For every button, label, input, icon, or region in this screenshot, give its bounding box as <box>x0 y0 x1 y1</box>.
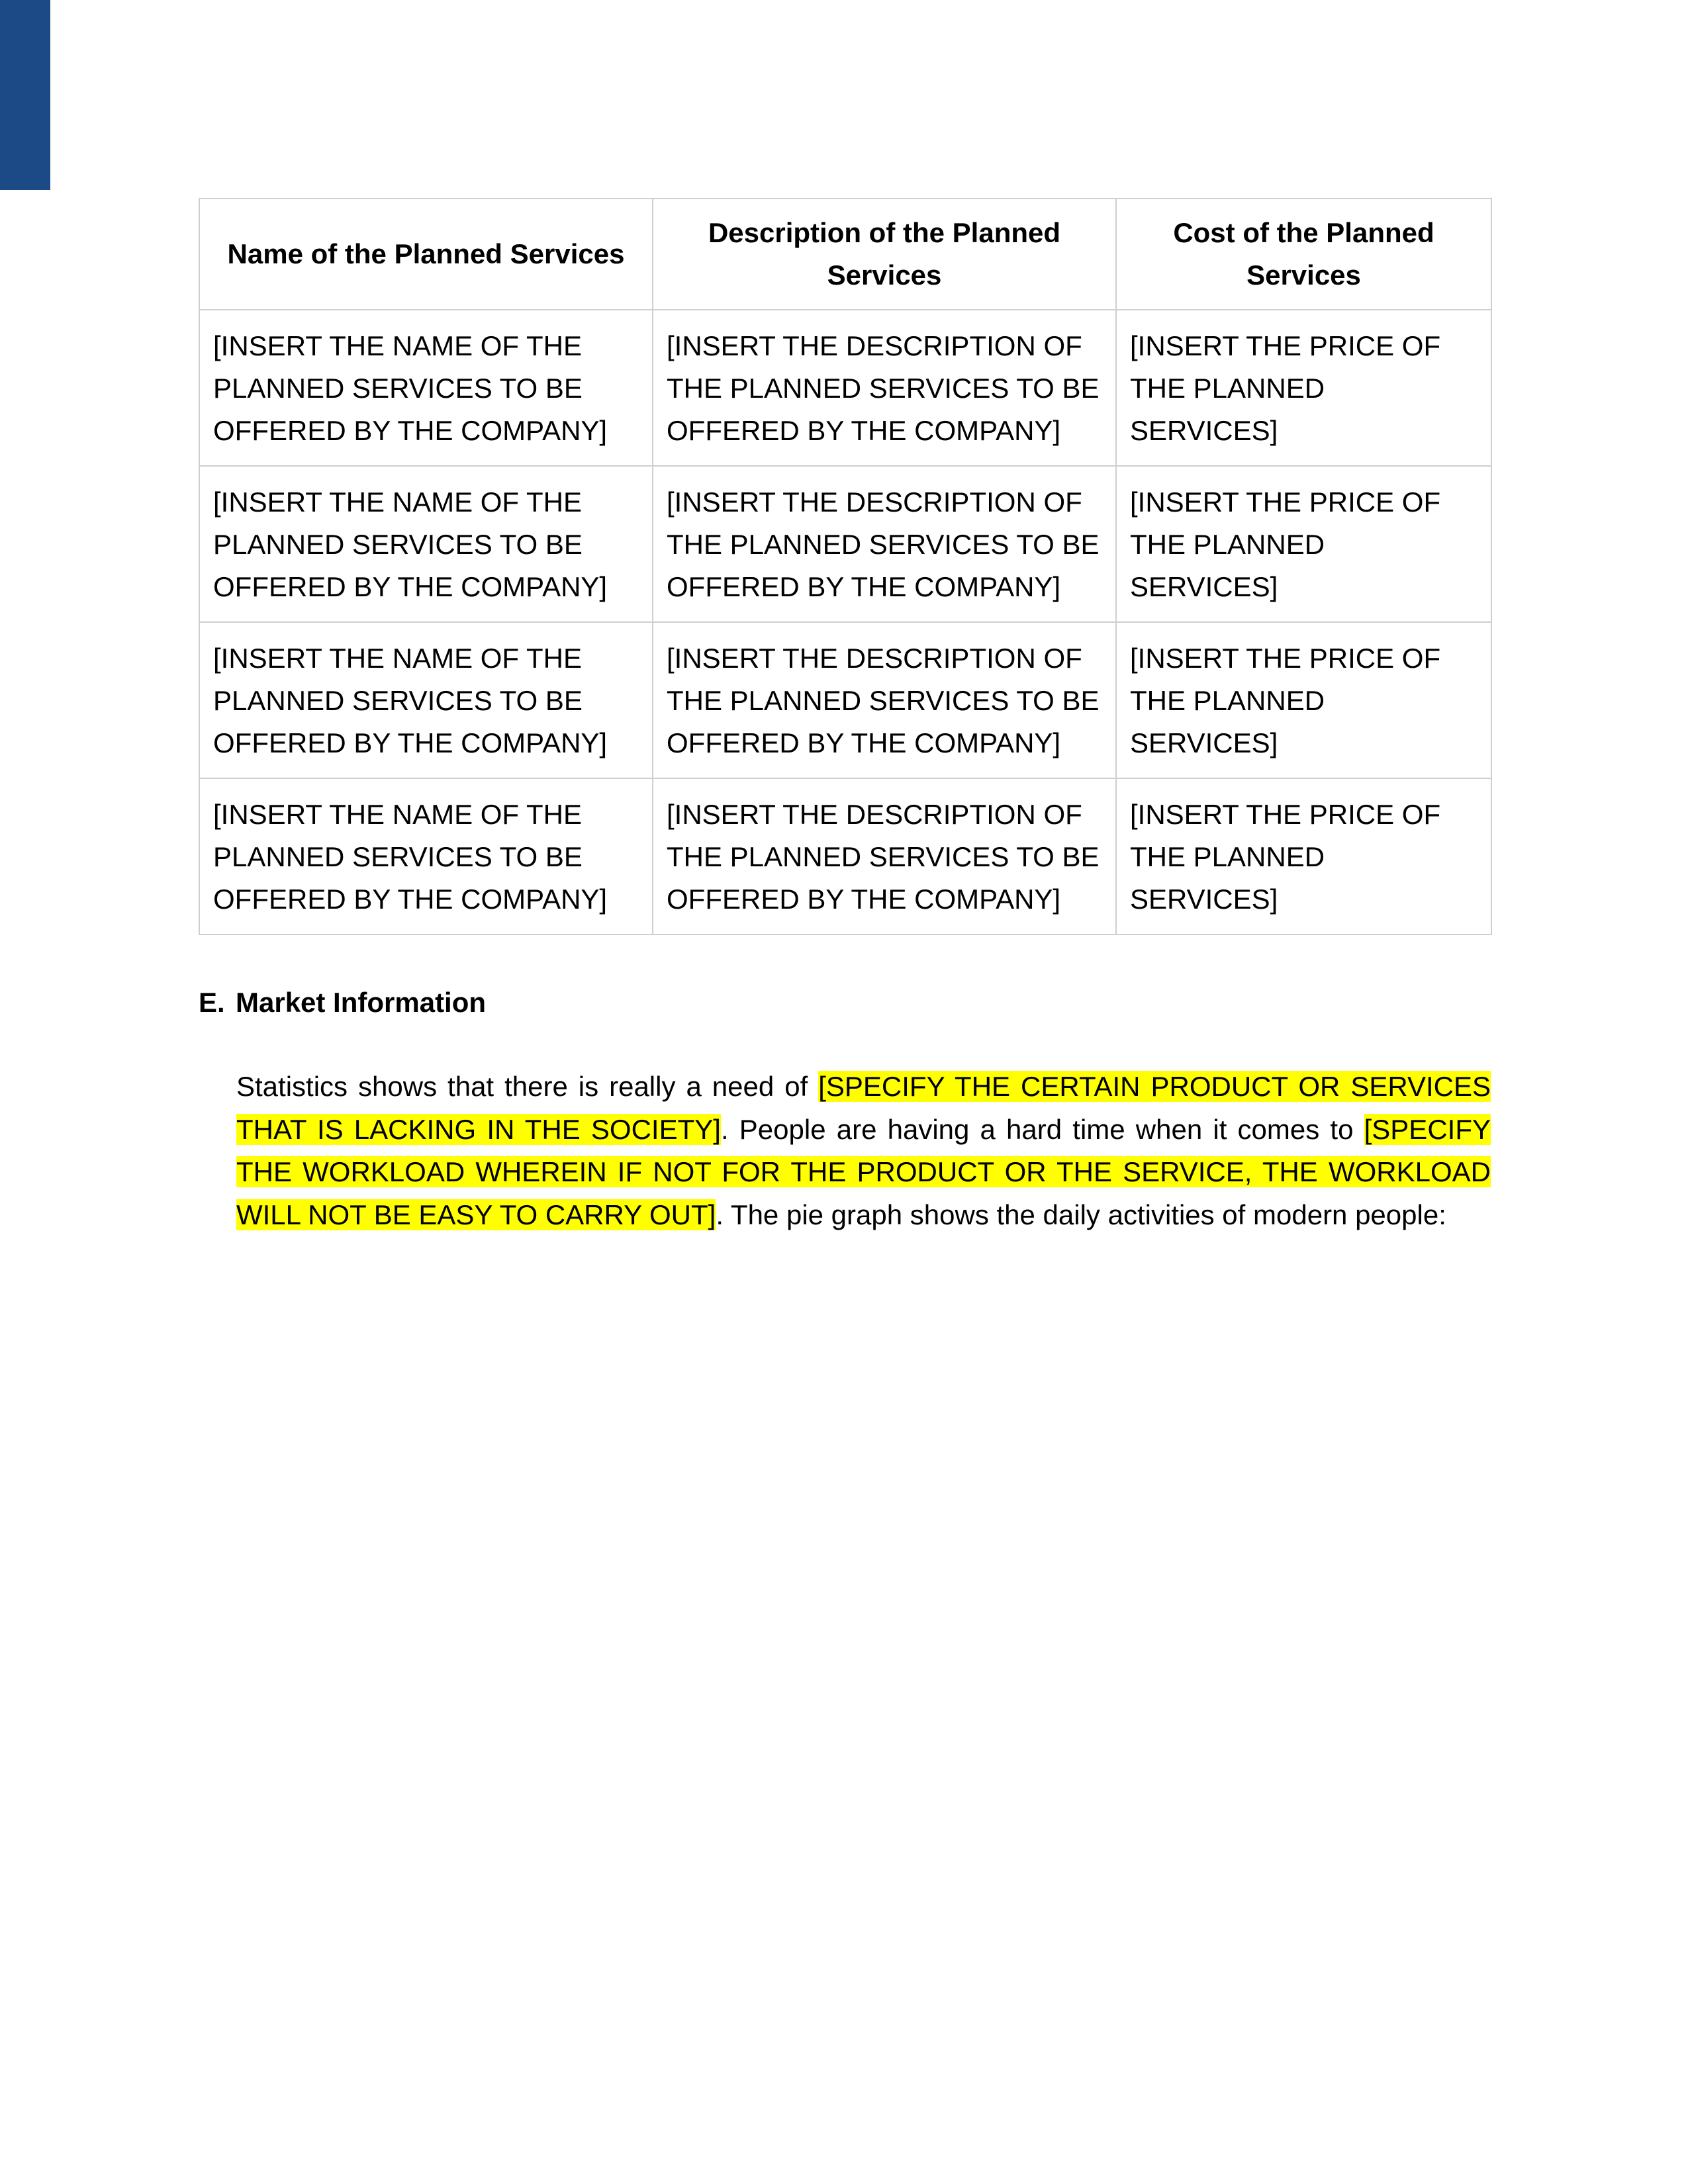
cell-service-cost: [INSERT THE PRICE OF THE PLANNED SERVICES] <box>1116 778 1491 934</box>
table-header-row <box>199 199 1491 310</box>
market-paragraph <box>236 1066 1491 1236</box>
cell-service-description: [INSERT THE DESCRIPTION OF THE PLANNED SERVICES TO BE OFFERED BY THE COMPANY] <box>653 622 1116 778</box>
cell-service-name: [INSERT THE NAME OF THE PLANNED SERVICES TO BE OFFERED BY THE COMPANY] <box>199 778 653 934</box>
cell-service-cost: [INSERT THE PRICE OF THE PLANNED SERVICES] <box>1116 310 1491 466</box>
table-row <box>199 466 1491 622</box>
header-service-description: Description of the Planned Services <box>653 199 1116 310</box>
cell-service-description: [INSERT THE DESCRIPTION OF THE PLANNED SERVICES TO BE OFFERED BY THE COMPANY] <box>653 778 1116 934</box>
cell-service-description: [INSERT THE DESCRIPTION OF THE PLANNED SERVICES TO BE OFFERED BY THE COMPANY] <box>653 310 1116 466</box>
corner-accent-bar <box>0 0 50 190</box>
paragraph-text-3: . The pie graph shows the daily activities of modern people: <box>716 1199 1446 1230</box>
table-row <box>199 778 1491 934</box>
paragraph-text-1: Statistics shows that there is really a need of <box>236 1071 819 1102</box>
header-service-cost: Cost of the Planned Services <box>1116 199 1491 310</box>
section-letter: E. <box>199 987 225 1018</box>
section-heading <box>199 983 486 1023</box>
table-row <box>199 622 1491 778</box>
planned-services-table <box>199 198 1492 935</box>
header-service-name: Name of the Planned Services <box>199 199 653 310</box>
cell-service-name: [INSERT THE NAME OF THE PLANNED SERVICES TO BE OFFERED BY THE COMPANY] <box>199 622 653 778</box>
highlighted-placeholder-workload: [SPECIFY THE WORKLOAD WHEREIN IF NOT FOR THE PRODUCT OR THE SERVICE, THE WORKLOAD WILL NOT BE EASY TO CARRY OUT] <box>236 1113 1491 1230</box>
table-row <box>199 310 1491 466</box>
paragraph-text-2: . People are having a hard time when it comes to <box>720 1113 1364 1145</box>
cell-service-name: [INSERT THE NAME OF THE PLANNED SERVICES TO BE OFFERED BY THE COMPANY] <box>199 466 653 622</box>
cell-service-description: [INSERT THE DESCRIPTION OF THE PLANNED SERVICES TO BE OFFERED BY THE COMPANY] <box>653 466 1116 622</box>
cell-service-cost: [INSERT THE PRICE OF THE PLANNED SERVICES] <box>1116 466 1491 622</box>
cell-service-name: [INSERT THE NAME OF THE PLANNED SERVICES TO BE OFFERED BY THE COMPANY] <box>199 310 653 466</box>
section-title: Market Information <box>236 987 487 1018</box>
highlighted-placeholder-product: [SPECIFY THE CERTAIN PRODUCT OR SERVICES THAT IS LACKING IN THE SOCIETY] <box>236 1071 1491 1145</box>
cell-service-cost: [INSERT THE PRICE OF THE PLANNED SERVICES] <box>1116 622 1491 778</box>
